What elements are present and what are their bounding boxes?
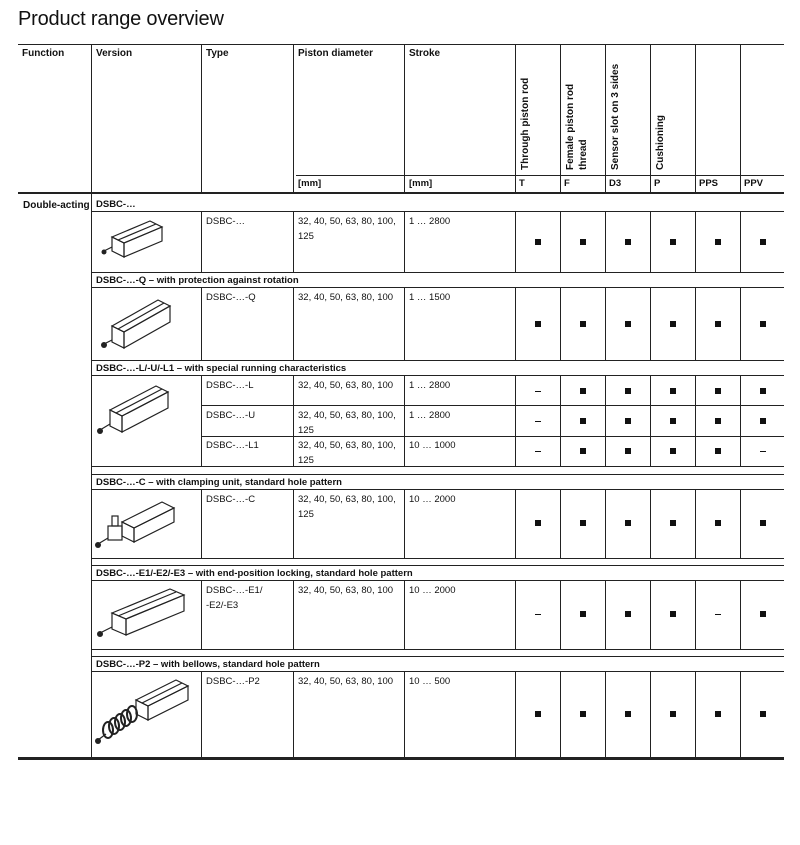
col-divider [695, 375, 696, 466]
table-bottom-rule [18, 757, 784, 760]
unit-stroke: [mm] [409, 178, 433, 189]
header-type: Type [206, 48, 229, 59]
col-divider [404, 489, 405, 558]
cell-stroke: 1 … 1500 [409, 292, 451, 303]
feature-yes-mark [670, 239, 676, 245]
section-title: DSBC-…-C – with clamping unit, standard hole pattern [96, 477, 342, 488]
col-divider [650, 489, 651, 558]
cell-stroke: 1 … 2800 [409, 380, 451, 391]
col-divider [560, 44, 561, 194]
unit-F: F [564, 178, 570, 189]
header-rule-top [18, 44, 784, 45]
col-divider [740, 287, 741, 360]
cylinder-image-icon [98, 215, 168, 267]
col-divider [201, 44, 202, 194]
cylinder-image-icon [92, 492, 182, 556]
section-rule [91, 671, 784, 672]
col-divider [560, 211, 561, 272]
col-divider [515, 211, 516, 272]
cell-stroke: 10 … 1000 [409, 440, 456, 451]
col-divider [515, 671, 516, 757]
section-rule [91, 489, 784, 490]
feature-yes-mark [625, 520, 631, 526]
cell-type: DSBC-…-Q [206, 292, 256, 303]
col-divider [605, 44, 606, 194]
col-divider [293, 671, 294, 757]
col-divider [740, 375, 741, 466]
cell-diameter: 32, 40, 50, 63, 80, 100 [298, 292, 394, 303]
section-rule [91, 360, 784, 361]
col-divider [740, 44, 741, 194]
function-label: Double-acting [23, 200, 90, 211]
function-col-divider [91, 194, 92, 757]
col-divider [740, 671, 741, 757]
section-rule [91, 272, 784, 273]
feature-no-mark [535, 614, 541, 615]
feature-yes-mark [670, 418, 676, 424]
unit-piston-diameter: [mm] [298, 178, 322, 189]
feature-yes-mark [715, 388, 721, 394]
section-rule [91, 466, 784, 467]
cell-type: DSBC-…-C [206, 494, 256, 505]
col-divider [605, 211, 606, 272]
section-rule [91, 211, 784, 212]
cell-diameter: 32, 40, 50, 63, 80, 100, 125 [298, 410, 396, 436]
col-divider [515, 489, 516, 558]
feature-yes-mark [625, 611, 631, 617]
cell-stroke: 10 … 2000 [409, 585, 456, 596]
feature-yes-mark [580, 388, 586, 394]
col-divider [515, 580, 516, 649]
feature-yes-mark [715, 321, 721, 327]
unit-PPV: PPV [744, 178, 764, 189]
col-divider [740, 489, 741, 558]
section-rule [91, 375, 784, 376]
col-divider [605, 375, 606, 466]
col-divider [605, 489, 606, 558]
col-divider [293, 44, 294, 194]
feature-yes-mark [670, 388, 676, 394]
col-divider [740, 211, 741, 272]
col-divider [201, 287, 202, 360]
feature-yes-mark [580, 448, 586, 454]
col-divider [650, 287, 651, 360]
feature-yes-mark [625, 711, 631, 717]
col-divider [201, 211, 202, 272]
header-stroke: Stroke [409, 48, 441, 59]
col-divider [293, 580, 294, 649]
col-divider [650, 671, 651, 757]
col-divider [515, 375, 516, 466]
col-divider [695, 580, 696, 649]
feature-no-mark [535, 421, 541, 422]
header-rule-bottom [18, 192, 784, 194]
cell-stroke: 1 … 2800 [409, 216, 451, 227]
col-divider [201, 671, 202, 757]
col-divider [560, 671, 561, 757]
feature-yes-mark [760, 388, 766, 394]
section-title: DSBC-…-L/-U/-L1 – with special running characteristics [96, 363, 347, 374]
cell-diameter: 32, 40, 50, 63, 80, 100 [298, 585, 394, 596]
feature-yes-mark [535, 239, 541, 245]
cylinder-image-icon [98, 290, 178, 358]
section-rule [91, 649, 784, 650]
col-divider [650, 211, 651, 272]
col-divider [560, 580, 561, 649]
feature-yes-mark [760, 418, 766, 424]
col-divider [695, 44, 696, 194]
col-divider [404, 671, 405, 757]
header-cushioning: Cushioning [655, 115, 666, 170]
header-sensor-slot: Sensor slot on 3 sides [610, 63, 621, 170]
cylinder-image-icon [92, 378, 176, 444]
col-divider [201, 375, 202, 466]
section-title: DSBC-…-E1/-E2/-E3 – with end-position locking, standard hole pattern [96, 568, 413, 579]
cylinder-image-icon [92, 674, 196, 752]
cell-diameter: 32, 40, 50, 63, 80, 100, 125 [298, 440, 396, 466]
col-divider [404, 580, 405, 649]
col-divider [605, 580, 606, 649]
unit-T: T [519, 178, 525, 189]
col-divider [404, 375, 405, 466]
feature-yes-mark [760, 239, 766, 245]
feature-yes-mark [580, 711, 586, 717]
feature-no-mark [535, 391, 541, 392]
feature-yes-mark [760, 520, 766, 526]
feature-yes-mark [670, 321, 676, 327]
header-units-rule [296, 175, 784, 176]
section-rule [91, 558, 784, 559]
row-rule [201, 436, 784, 437]
feature-yes-mark [625, 418, 631, 424]
feature-yes-mark [535, 711, 541, 717]
feature-no-mark [535, 451, 541, 452]
feature-yes-mark [580, 321, 586, 327]
feature-no-mark [760, 451, 766, 452]
col-divider [695, 489, 696, 558]
col-divider [201, 489, 202, 558]
col-divider [695, 287, 696, 360]
feature-yes-mark [625, 321, 631, 327]
section-rule [91, 656, 784, 657]
feature-yes-mark [580, 418, 586, 424]
cell-type: DSBC-…-L [206, 380, 254, 391]
unit-P: P [654, 178, 661, 189]
col-divider [293, 287, 294, 360]
feature-yes-mark [625, 239, 631, 245]
section-title: DSBC-… [96, 199, 136, 210]
unit-PPS: PPS [699, 178, 719, 189]
feature-yes-mark [580, 611, 586, 617]
feature-yes-mark [670, 611, 676, 617]
feature-yes-mark [715, 711, 721, 717]
cell-type: DSBC-… [206, 216, 246, 227]
header-function: Function [22, 48, 65, 59]
col-divider [560, 375, 561, 466]
feature-yes-mark [715, 448, 721, 454]
header-female-thread: Female piston rod thread [565, 83, 589, 170]
unit-D3: D3 [609, 178, 622, 189]
col-divider [560, 489, 561, 558]
col-divider [560, 287, 561, 360]
feature-yes-mark [670, 520, 676, 526]
col-divider [515, 287, 516, 360]
feature-yes-mark [670, 711, 676, 717]
cell-stroke: 1 … 2800 [409, 410, 451, 421]
page-title: Product range overview [18, 8, 224, 30]
col-divider [293, 489, 294, 558]
col-divider [515, 44, 516, 194]
header-through-rod: Through piston rod [520, 77, 531, 170]
section-rule [91, 474, 784, 475]
col-divider [404, 287, 405, 360]
feature-no-mark [715, 614, 721, 615]
cell-diameter: 32, 40, 50, 63, 80, 100, 125 [298, 494, 396, 520]
cell-stroke: 10 … 500 [409, 676, 451, 687]
col-divider [91, 44, 92, 194]
feature-yes-mark [580, 520, 586, 526]
col-divider [201, 580, 202, 649]
feature-yes-mark [625, 448, 631, 454]
col-divider [695, 671, 696, 757]
col-divider [695, 211, 696, 272]
cell-type: DSBC-…-L1 [206, 440, 259, 451]
cell-stroke: 10 … 2000 [409, 494, 456, 505]
cell-type: DSBC-…-E1/ -E2/-E3 [206, 585, 263, 611]
col-divider [404, 211, 405, 272]
section-title: DSBC-…-P2 – with bellows, standard hole pattern [96, 659, 320, 670]
section-rule [91, 287, 784, 288]
col-divider [605, 287, 606, 360]
feature-yes-mark [535, 520, 541, 526]
row-rule [201, 405, 784, 406]
cell-diameter: 32, 40, 50, 63, 80, 100, 125 [298, 216, 396, 242]
section-title: DSBC-…-Q – with protection against rotation [96, 275, 299, 286]
feature-yes-mark [535, 321, 541, 327]
feature-yes-mark [670, 448, 676, 454]
col-divider [650, 375, 651, 466]
col-divider [740, 580, 741, 649]
cylinder-image-icon [92, 583, 192, 645]
feature-yes-mark [760, 321, 766, 327]
feature-yes-mark [715, 520, 721, 526]
feature-yes-mark [625, 388, 631, 394]
col-divider [293, 375, 294, 466]
section-rule [91, 565, 784, 566]
feature-yes-mark [715, 239, 721, 245]
col-divider [404, 44, 405, 194]
feature-yes-mark [760, 611, 766, 617]
col-divider [293, 211, 294, 272]
header-version: Version [96, 48, 133, 59]
feature-yes-mark [580, 239, 586, 245]
feature-yes-mark [715, 418, 721, 424]
col-divider [605, 671, 606, 757]
cell-diameter: 32, 40, 50, 63, 80, 100 [298, 380, 394, 391]
cell-diameter: 32, 40, 50, 63, 80, 100 [298, 676, 394, 687]
feature-yes-mark [760, 711, 766, 717]
header-piston-diameter: Piston diameter [298, 48, 374, 59]
cell-type: DSBC-…-P2 [206, 676, 260, 687]
col-divider [650, 44, 651, 194]
cell-type: DSBC-…-U [206, 410, 256, 421]
col-divider [650, 580, 651, 649]
section-rule [91, 580, 784, 581]
